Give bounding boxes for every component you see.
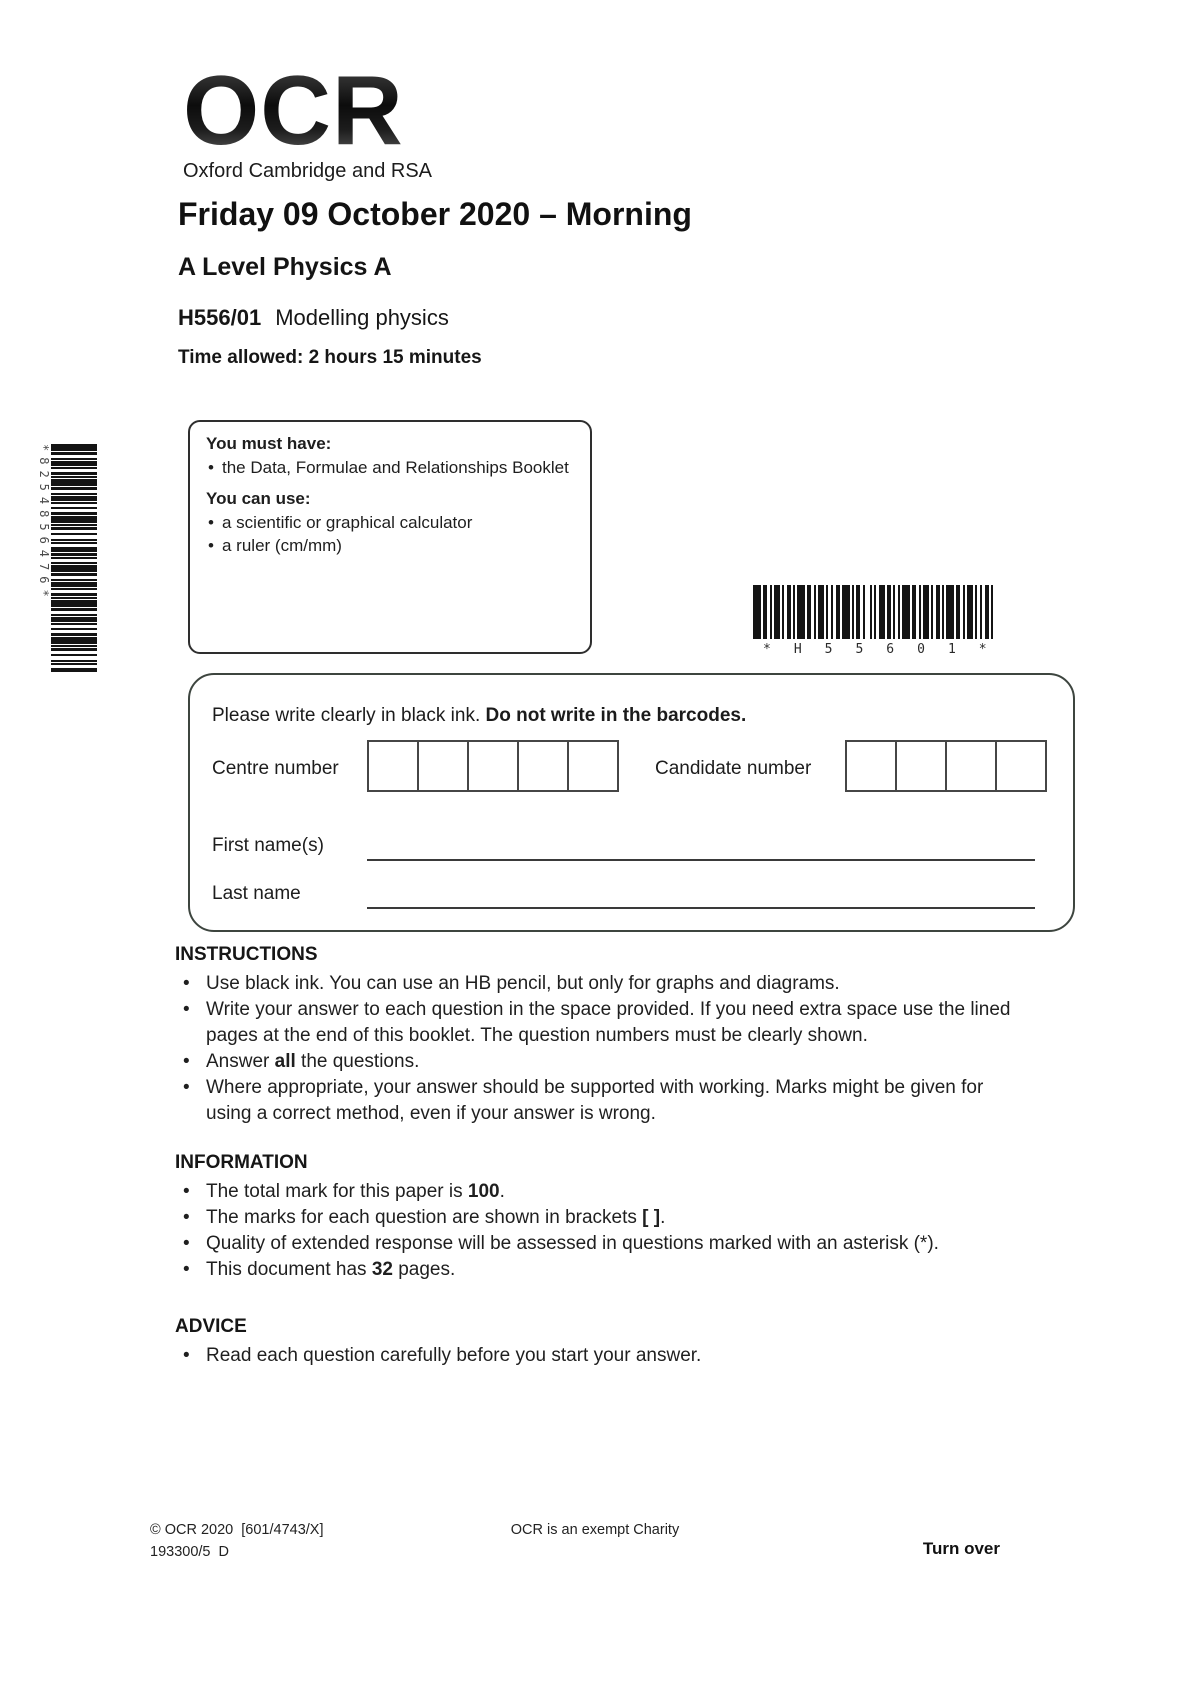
barcode-bar — [51, 600, 97, 607]
number-cell[interactable] — [895, 740, 947, 792]
instructions-heading: INSTRUCTIONS — [175, 944, 318, 965]
barcode-bar — [946, 585, 954, 639]
barcode-bar — [51, 444, 97, 451]
centre-number-label: Centre number — [212, 758, 339, 779]
barcode-bar — [51, 637, 97, 644]
instruction-item: • Write your answer to each question in the space provided. If you need extra space use the lined pages at the end of this booklet. The question numbers must be clearly shown. — [175, 997, 1023, 1049]
last-name-input-line[interactable] — [367, 907, 1035, 909]
instructions-section — [175, 944, 1023, 1127]
time-allowed: Time allowed: 2 hours 15 minutes — [178, 347, 482, 368]
advice-section — [175, 1316, 1023, 1369]
ocr-logo — [183, 55, 433, 183]
ink-note — [212, 705, 746, 727]
footer-print-code: 193300/5 D — [150, 1544, 230, 1560]
last-name-label: Last name — [212, 883, 301, 904]
information-item: • The marks for each question are shown in brackets [ ]. — [175, 1205, 1023, 1231]
materials-box — [188, 420, 592, 654]
candidate-number-label: Candidate number — [655, 758, 812, 779]
exam-date-title: Friday 09 October 2020 – Morning — [178, 196, 692, 232]
left-barcode-value: *8254856476* — [37, 444, 51, 603]
left-barcode-bars — [51, 444, 97, 672]
must-have-item: • the Data, Formulae and Relationships Booklet — [206, 456, 574, 479]
paper-code: H556/01 — [178, 305, 262, 330]
ocr-logo-subtitle: Oxford Cambridge and RSA — [183, 160, 433, 182]
can-use-list — [206, 511, 574, 557]
can-use-item: • a ruler (cm/mm) — [206, 534, 574, 557]
barcode-bar — [753, 585, 761, 639]
can-use-heading: You can use: — [206, 489, 311, 508]
number-cell[interactable] — [945, 740, 997, 792]
information-section — [175, 1152, 1023, 1283]
number-cell[interactable] — [417, 740, 469, 792]
footer-copyright: © OCR 2020 [601/4743/X] — [150, 1522, 324, 1538]
barcode-bar — [51, 516, 97, 523]
barcode-bar — [991, 585, 993, 639]
number-cell[interactable] — [567, 740, 619, 792]
first-name-label: First name(s) — [212, 835, 324, 856]
left-barcode — [34, 444, 97, 672]
information-heading: INFORMATION — [175, 1152, 308, 1173]
information-item: • The total mark for this paper is 100. — [175, 1179, 1023, 1205]
barcode-bar — [902, 585, 910, 639]
must-have-list — [206, 456, 574, 479]
barcode-bar — [842, 585, 850, 639]
information-item: • This document has 32 pages. — [175, 1257, 1023, 1283]
must-have-heading: You must have: — [206, 434, 332, 453]
turn-over-label: Turn over — [922, 1539, 1000, 1558]
number-cell[interactable] — [995, 740, 1047, 792]
number-cell[interactable] — [845, 740, 897, 792]
number-cell[interactable] — [467, 740, 519, 792]
barcode-bar — [51, 479, 97, 486]
ocr-logo-text: OCR — [183, 62, 432, 158]
advice-heading: ADVICE — [175, 1316, 247, 1337]
barcode-bar — [797, 585, 805, 639]
barcode-bar — [51, 668, 97, 672]
information-list — [175, 1179, 1023, 1283]
advice-list — [175, 1343, 1023, 1369]
advice-item: • Read each question carefully before you start your answer. — [175, 1343, 1023, 1369]
paper-line — [178, 305, 449, 331]
candidate-number-cells — [845, 740, 1047, 792]
paper-barcode — [753, 585, 1010, 657]
instruction-item: • Use black ink. You can use an HB pencil, but only for graphs and diagrams. — [175, 971, 1023, 997]
qualification-title: A Level Physics A — [178, 253, 392, 281]
ink-note-bold: Do not write in the barcodes. — [485, 705, 747, 726]
instruction-item: • Where appropriate, your answer should be supported with working. Marks might be given for using a correct method, even if your answer is wrong. — [175, 1075, 1023, 1127]
barcode-bar — [51, 565, 97, 572]
instructions-list — [175, 971, 1023, 1127]
paper-title: Modelling physics — [275, 305, 449, 330]
instruction-item: • Answer all the questions. — [175, 1049, 1023, 1075]
paper-barcode-bars — [753, 585, 993, 639]
footer-charity: OCR is an exempt Charity — [510, 1522, 680, 1538]
candidate-details-box — [188, 673, 1075, 932]
paper-barcode-value: *H55601* — [763, 642, 1010, 657]
centre-number-cells — [367, 740, 619, 792]
can-use-item: • a scientific or graphical calculator — [206, 511, 574, 534]
first-name-input-line[interactable] — [367, 859, 1035, 861]
ink-note-regular: Please write clearly in black ink. — [212, 705, 486, 726]
information-item: • Quality of extended response will be assessed in questions marked with an asterisk (*). — [175, 1231, 1023, 1257]
number-cell[interactable] — [517, 740, 569, 792]
number-cell[interactable] — [367, 740, 419, 792]
